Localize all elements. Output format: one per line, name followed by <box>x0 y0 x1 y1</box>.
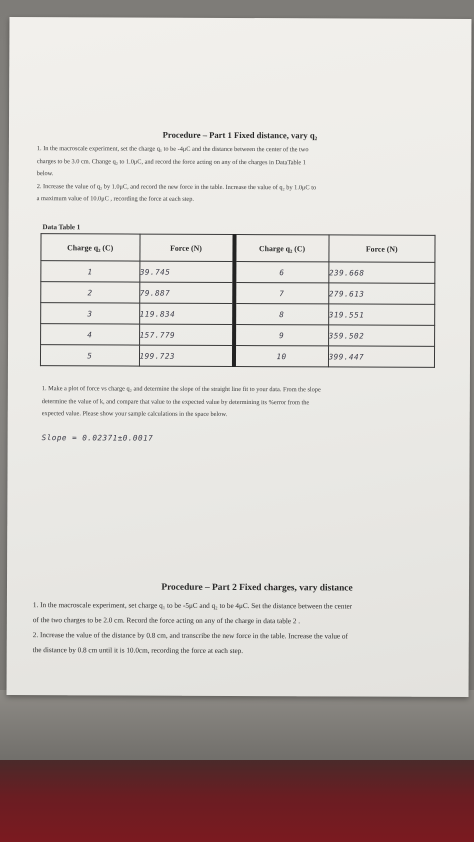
background-floor <box>0 690 474 770</box>
force-cell: 157.779 <box>139 324 234 345</box>
header-charge-right: Charge q₂ (C) <box>234 234 329 261</box>
charge-cell: 6 <box>234 261 329 282</box>
part2-instructions <box>33 598 463 660</box>
force-cell: 119.834 <box>139 303 234 324</box>
part1-step1-line2: charges to be 3.0 cm. Change q₂ to 1.0μC, and record the force acting on any of the charges in DataTable 1 <box>36 157 306 166</box>
force-cell: 39.745 <box>139 261 234 282</box>
charge-cell: 8 <box>234 303 329 324</box>
charge-cell: 10 <box>234 345 329 366</box>
part1-title: Procedure – Part 1 Fixed distance, vary q₂ <box>162 129 318 141</box>
header-force-right: Force (N) <box>329 235 436 262</box>
background-red-carpet <box>0 760 474 842</box>
worksheet-paper <box>7 17 472 697</box>
part1-step1-line3: below. <box>36 170 54 178</box>
charge-cell: 9 <box>234 324 329 345</box>
charge-cell: 7 <box>234 282 329 303</box>
force-cell: 399.447 <box>328 346 434 367</box>
header-force-left: Force (N) <box>139 234 234 261</box>
force-cell: 239.668 <box>328 262 434 283</box>
force-cell: 279.613 <box>328 283 434 304</box>
data-table-1 <box>40 233 436 368</box>
charge-cell: 5 <box>40 345 139 366</box>
part2-step2-line2: the distance by 0.8 cm until it is 10.0cm, recording the force at each step. <box>32 646 244 656</box>
force-cell: 319.551 <box>328 304 434 325</box>
part1-step2-line1: 2. Increase the value of q₂ by 1.0μC, and record the new force in the table. Increase the value of q₂ by 1.0μC to <box>36 182 317 191</box>
part2-step2-line1: 2. Increase the value of the distance by 0.8 cm, and transcribe the new force in the table. Increase the value of <box>32 631 348 641</box>
question-line1: 1. Make a plot of force vs charge q₂ and determine the slope of the straight line fit to your data. From the slope <box>41 385 321 394</box>
part1-step1-line1: 1. In the macroscale experiment, set the charge q₁ to be -4μC and the distance between the center of the two <box>36 145 309 154</box>
data-table-1-label: Data Table 1 <box>42 223 81 232</box>
part1-step2-line2: a maximum value of 10.0μC , recording the force at each step. <box>36 195 194 203</box>
charge-cell: 2 <box>41 282 140 303</box>
table-row <box>40 345 434 368</box>
charge-cell: 1 <box>41 261 140 282</box>
charge-cell: 3 <box>41 303 140 324</box>
header-charge-left: Charge q₂ (C) <box>41 234 140 261</box>
question-line2: determine the value of k, and compare that value to the expected value by determining its %error from the <box>41 397 310 406</box>
table-row <box>41 324 435 347</box>
part2-title: Procedure – Part 2 Fixed charges, vary distance <box>161 582 353 594</box>
question-1 <box>42 383 464 422</box>
table-row <box>41 303 435 326</box>
force-cell: 359.502 <box>328 325 434 346</box>
force-cell: 199.723 <box>139 345 234 366</box>
table-row <box>41 261 435 284</box>
charge-cell: 4 <box>41 324 140 345</box>
data-table-header-row <box>41 234 435 263</box>
part2-step1-line2: of the two charges to be 2.0 cm. Record the force acting on any of the charge in data table 2 . <box>32 616 301 626</box>
part2-step1-line1: 1. In the macroscale experiment, set charge q₁ to be -5μC and q₂ to be 4μC. Set the distance between the center <box>32 601 353 611</box>
force-cell: 79.887 <box>139 282 234 303</box>
table-row <box>41 282 435 305</box>
part1-instructions <box>37 143 462 207</box>
handwritten-slope-answer: Slope = 0.02371±0.0017 <box>41 433 154 443</box>
question-line3: expected value. Please show your sample calculations in the space below. <box>41 410 228 418</box>
